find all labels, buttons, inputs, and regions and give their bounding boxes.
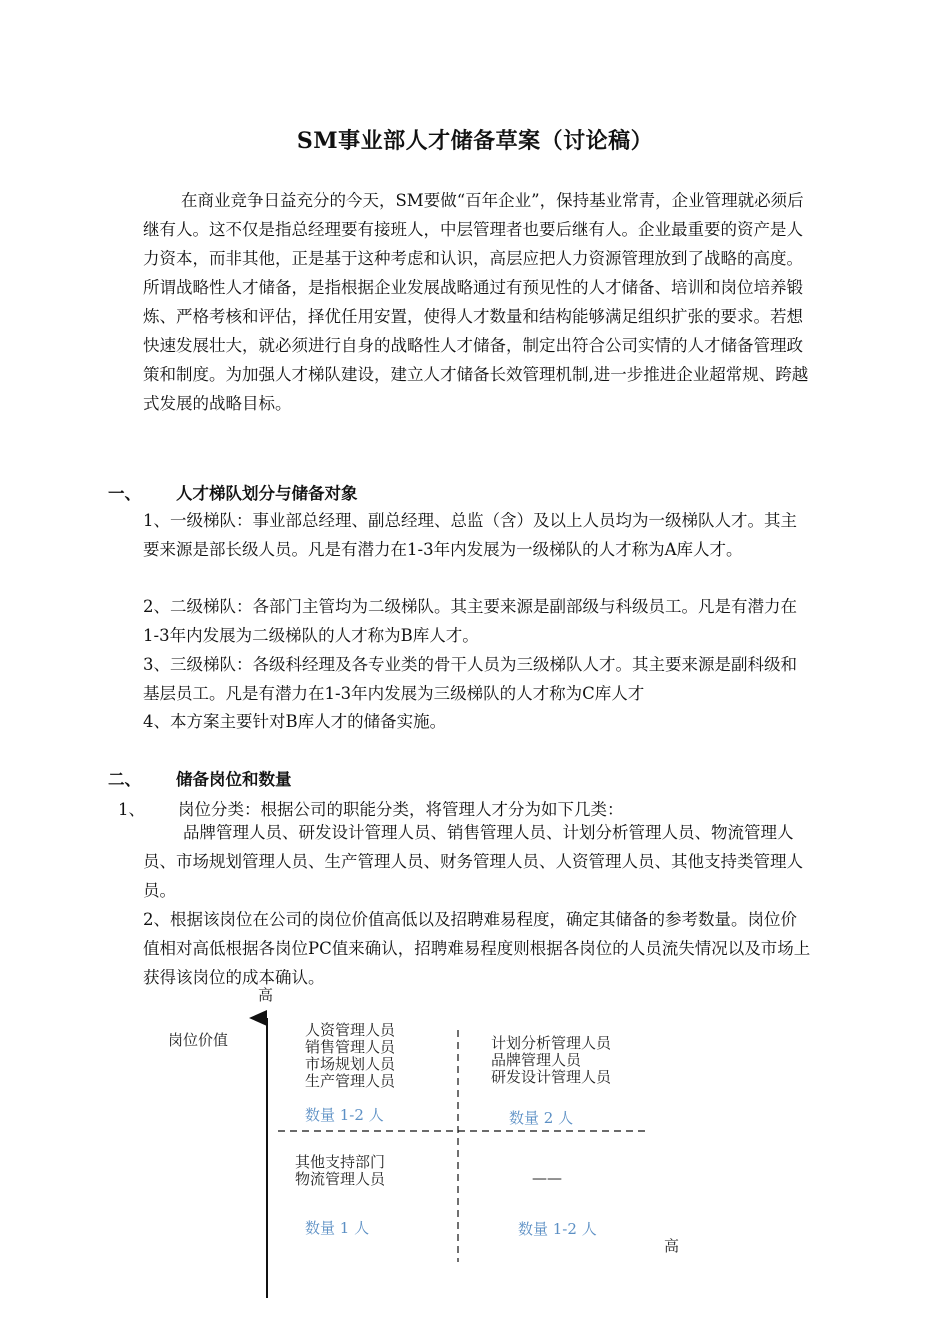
- quadrant-bottom-left: [295, 1154, 385, 1188]
- intro-paragraph: 在商业竞争日益充分的今天，SM要做“百年企业”，保持基业常青，企业管理就必须后继有人。这不仅是指总经理要有接班人，中层管理者也要后继有人。企业最重要的资产是人力资本，而非其他，正是基于这种考虑和认识，高层应把人力资源管理放到了战略的高度。所谓战略性人才储备，是指根据企业发展战略通过有预见性的人才储备、培训和岗位培养锻炼、严格考核和评估，择优任用安置，使得人才数量和结构能够满足组织扩张的要求。若想快速发展壮大，就必须进行自身的战略性人才储备，制定出符合公司实情的人才储备管理政策和制度。为加强人才梯队建设，建立人才储备长效管理机制,进一步推进企业超常规、跨越式发展的战略目标。: [143, 191, 809, 413]
- quadrant-item: 生产管理人员: [305, 1072, 396, 1090]
- quadrant-item: 人资管理人员: [305, 1021, 396, 1039]
- y-axis-high-label: 高: [258, 986, 274, 1004]
- quadrant-item: 品牌管理人员: [491, 1051, 582, 1069]
- quadrant-item: 销售管理人员: [305, 1038, 396, 1056]
- quadrant-top-left: [305, 1022, 395, 1090]
- section1-number: 一、: [108, 484, 141, 503]
- section1-p3: 3、三级梯队：各级科经理及各专业类的骨干人员为三级梯队人才。其主要来源是副科级和基层员工。凡是有潜力在1-3年内发展为三级梯队的人才称为C库人才: [143, 655, 797, 703]
- section2-item1-text: 岗位分类：根据公司的职能分类，将管理人才分为如下几类：: [178, 800, 624, 819]
- section1-p4: 4、本方案主要针对B库人才的储备实施。: [143, 712, 447, 731]
- section2-item1-list: 品牌管理人员、研发设计管理人员、销售管理人员、计划分析管理人员、物流管理人员、市场规划管理人员、生产管理人员、财务管理人员、人资管理人员、其他支持类管理人员。: [143, 823, 803, 900]
- quadrant-bottom-right-dash: ——: [532, 1169, 562, 1187]
- quadrant-item: 物流管理人员: [295, 1170, 386, 1188]
- x-axis-high-label: 高: [664, 1237, 680, 1255]
- quadrant-top-right-count: 数量 2 人: [509, 1109, 574, 1127]
- section2-item1-number: 1、: [118, 800, 145, 819]
- quadrant-top-right: [491, 1035, 611, 1086]
- section2-number: 二、: [108, 770, 141, 789]
- quadrant-bottom-right-count: 数量 1-2 人: [518, 1220, 597, 1238]
- y-axis-label: 岗位价值: [168, 1031, 229, 1049]
- section2-item2: 2、根据该岗位在公司的岗位价值高低以及招聘难易程度，确定其储备的参考数量。岗位价值相对高低根据各岗位PC值来确认，招聘难易程度则根据各岗位的人员流失情况以及市场上获得该岗位的成本确认。: [143, 910, 811, 987]
- quadrant-item: 研发设计管理人员: [491, 1068, 612, 1086]
- quadrant-item: 计划分析管理人员: [491, 1034, 612, 1052]
- section2-title: 储备岗位和数量: [176, 770, 292, 789]
- quadrant-item: 其他支持部门: [295, 1153, 386, 1171]
- quadrant-bottom-left-count: 数量 1 人: [305, 1219, 370, 1237]
- quadrant-item: 市场规划人员: [305, 1055, 396, 1073]
- document-title: SM事业部人才储备草案（讨论稿）: [296, 128, 654, 154]
- section1-title: 人才梯队划分与储备对象: [176, 484, 358, 503]
- section1-p2: 2、二级梯队：各部门主管均为二级梯队。其主要来源是副部级与科级员工。凡是有潜力在1-3年内发展为二级梯队的人才称为B库人才。: [143, 597, 797, 645]
- quadrant-top-left-count: 数量 1-2 人: [305, 1106, 384, 1124]
- section1-p1: 1、一级梯队：事业部总经理、副总经理、总监（含）及以上人员均为一级梯队人才。其主要来源是部长级人员。凡是有潜力在1-3年内发展为一级梯队的人才称为A库人才。: [143, 511, 797, 559]
